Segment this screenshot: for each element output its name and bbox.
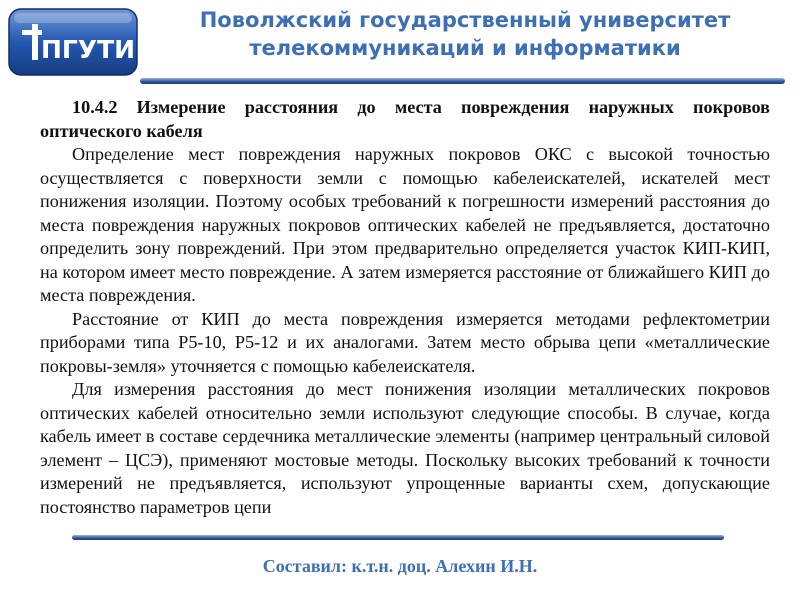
paragraph-2: Расстояние от КИП до места повреждения измеряется методами рефлектометрии приборами типа Р5-10, Р5-12 и их аналогами. Затем место обрыва цепи «металлические покровы-земля» уточняется с помощью кабелеискателя. <box>40 308 770 376</box>
university-name <box>170 6 760 62</box>
logo-graphic <box>8 8 138 76</box>
university-logo <box>8 8 138 76</box>
university-name-line1: Поволжский государственный университет <box>199 8 731 32</box>
slide-content <box>40 96 770 519</box>
university-name-line2: телекоммуникаций и информатики <box>249 36 681 60</box>
paragraph-1: Определение мест повреждения наружных покровов ОКС с высокой точностью осуществляется с поверхности земли с помощью кабелеискателей, искателей мест понижения изоляции. Поэтому особых требований к погрешности измерений расстояния до места повреждения наружных покровов оптических кабелей не предъявляется, достаточно определить зону повреждений. При этом предварительно определяется участок КИП-КИП, на котором имеет место повреждение. А затем измеряется расстояние от ближайшего КИП до места повреждения. <box>40 144 770 305</box>
footer-divider <box>72 535 724 540</box>
section-heading: 10.4.2 Измерение расстояния до места повреждения наружных покровов оптического кабеля <box>40 97 770 141</box>
logo-text: ПГУТИ <box>40 35 136 64</box>
author-credit: Составил: к.т.н. доц. Алехин И.Н. <box>262 556 538 576</box>
header-divider <box>140 78 785 84</box>
paragraph-3: Для измерения расстояния до мест понижения изоляции металлических покровов оптических кабелей относительно земли используют следующие способы. В случае, когда кабель имеет в составе сердечника металлические элементы (например центральный силовой элемент – ЦСЭ), применяют мостовые методы. Поскольку высоких требований к точности измерений не предъявляется, используют упрощенные варианты схем, допускающие постоянство параметров цепи <box>40 379 770 517</box>
